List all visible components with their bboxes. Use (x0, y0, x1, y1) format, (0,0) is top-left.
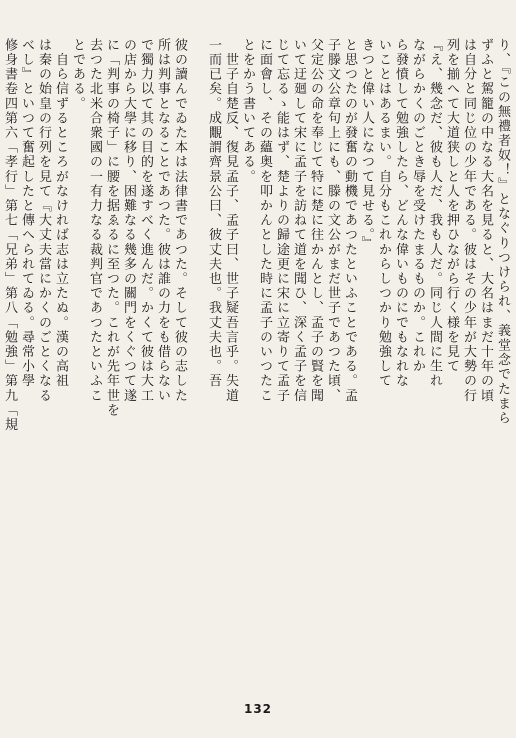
text-column: ながらかくのごとき辱を受けたまるものか。これか (410, 38, 425, 374)
text-column: べし』といつて奮起したと傳へられてゐる。尋常小學 (19, 38, 34, 389)
text-column: 去つた北米合衆國の一有力なる裁判官であつたといふこ (87, 38, 102, 403)
text-column: じて忘るゝ能はず、楚よりの歸途更に宋に立寄りて孟子 (274, 38, 289, 403)
text-column: 所は判事となることであつた。彼は誰の力をも借らない (155, 38, 170, 403)
text-column: と思つたのが發奮の動機であつたといふことである。孟 (342, 38, 357, 403)
text-column: 列を揃へて大道狭しと人を押ひながら行く様を見て (444, 38, 459, 374)
text-column: に「判事の椅子」に腰を据ゑるに至つた。これが先年世を (104, 38, 119, 418)
text-column: きつと偉い人になつて見せる。』 (359, 38, 374, 251)
text-column: で獨力以て其の目的を遂すべく進んだ。かくて彼は大工 (138, 38, 153, 403)
text-column: ずふと駕籠の中なる大名を見ると、大名はまだ十年の頃 (478, 38, 493, 403)
text-column: ら發憤して勉強したら、どんな偉いものにでもなれな (393, 38, 408, 389)
text-column: は自分と同じ位の少年である。彼はその少年が大勢の行 (461, 38, 476, 403)
text-column: に面會し、その蘊奥を叩かんとした時に孟子のいつたこ (257, 38, 272, 403)
text-column: の店から大學に移り、困難なる幾多の關門をくぐつて遂 (121, 38, 136, 403)
text-column: とをかう書いてある。 (240, 38, 255, 184)
text-column: 彼の讀んでゐた本は法律書であつた。そして彼の志した (172, 38, 187, 403)
text-column: 父定公の命を奉じて特に楚に往かんとし、孟子の賢を聞 (308, 38, 323, 403)
text-column: いて迂廻して宋に孟子を訪ねて道を聞ひ、深く孟子を信 (291, 38, 306, 403)
text-column: 『え、幾念だ、彼も人だ、我も人だ。同じ人間に生れ (427, 38, 442, 389)
text-column: り、『この無禮者奴！』となぐりつけられ、義堂念でたまら (495, 38, 510, 426)
text-column: 一而已矣。成覵謂齊景公曰、彼丈夫也。我丈夫也。吾 (206, 38, 221, 389)
text-column: 修身書卷四第六「孝行」第七「兄弟」第八「勉強」第九「規 (2, 38, 17, 433)
text-column: 自ら信ずるところがなければ志は立たぬ。漢の高祖 (53, 38, 68, 389)
text-column: とである。 (70, 38, 85, 111)
text-column: は秦の始皇の行列を見て『大丈夫當にかくのごとくなる (36, 38, 51, 403)
page-number: 132 (243, 702, 273, 716)
text-column: 世子自楚反、復見孟子、孟子曰、世子疑吾言乎。失道 (223, 38, 238, 403)
text-column: いことはあるまい。自分もこれからしつかり勉強して (376, 38, 391, 389)
text-column: 子滕文公章句上にも、滕の文公がまだ世子であつた頃、 (325, 38, 340, 403)
